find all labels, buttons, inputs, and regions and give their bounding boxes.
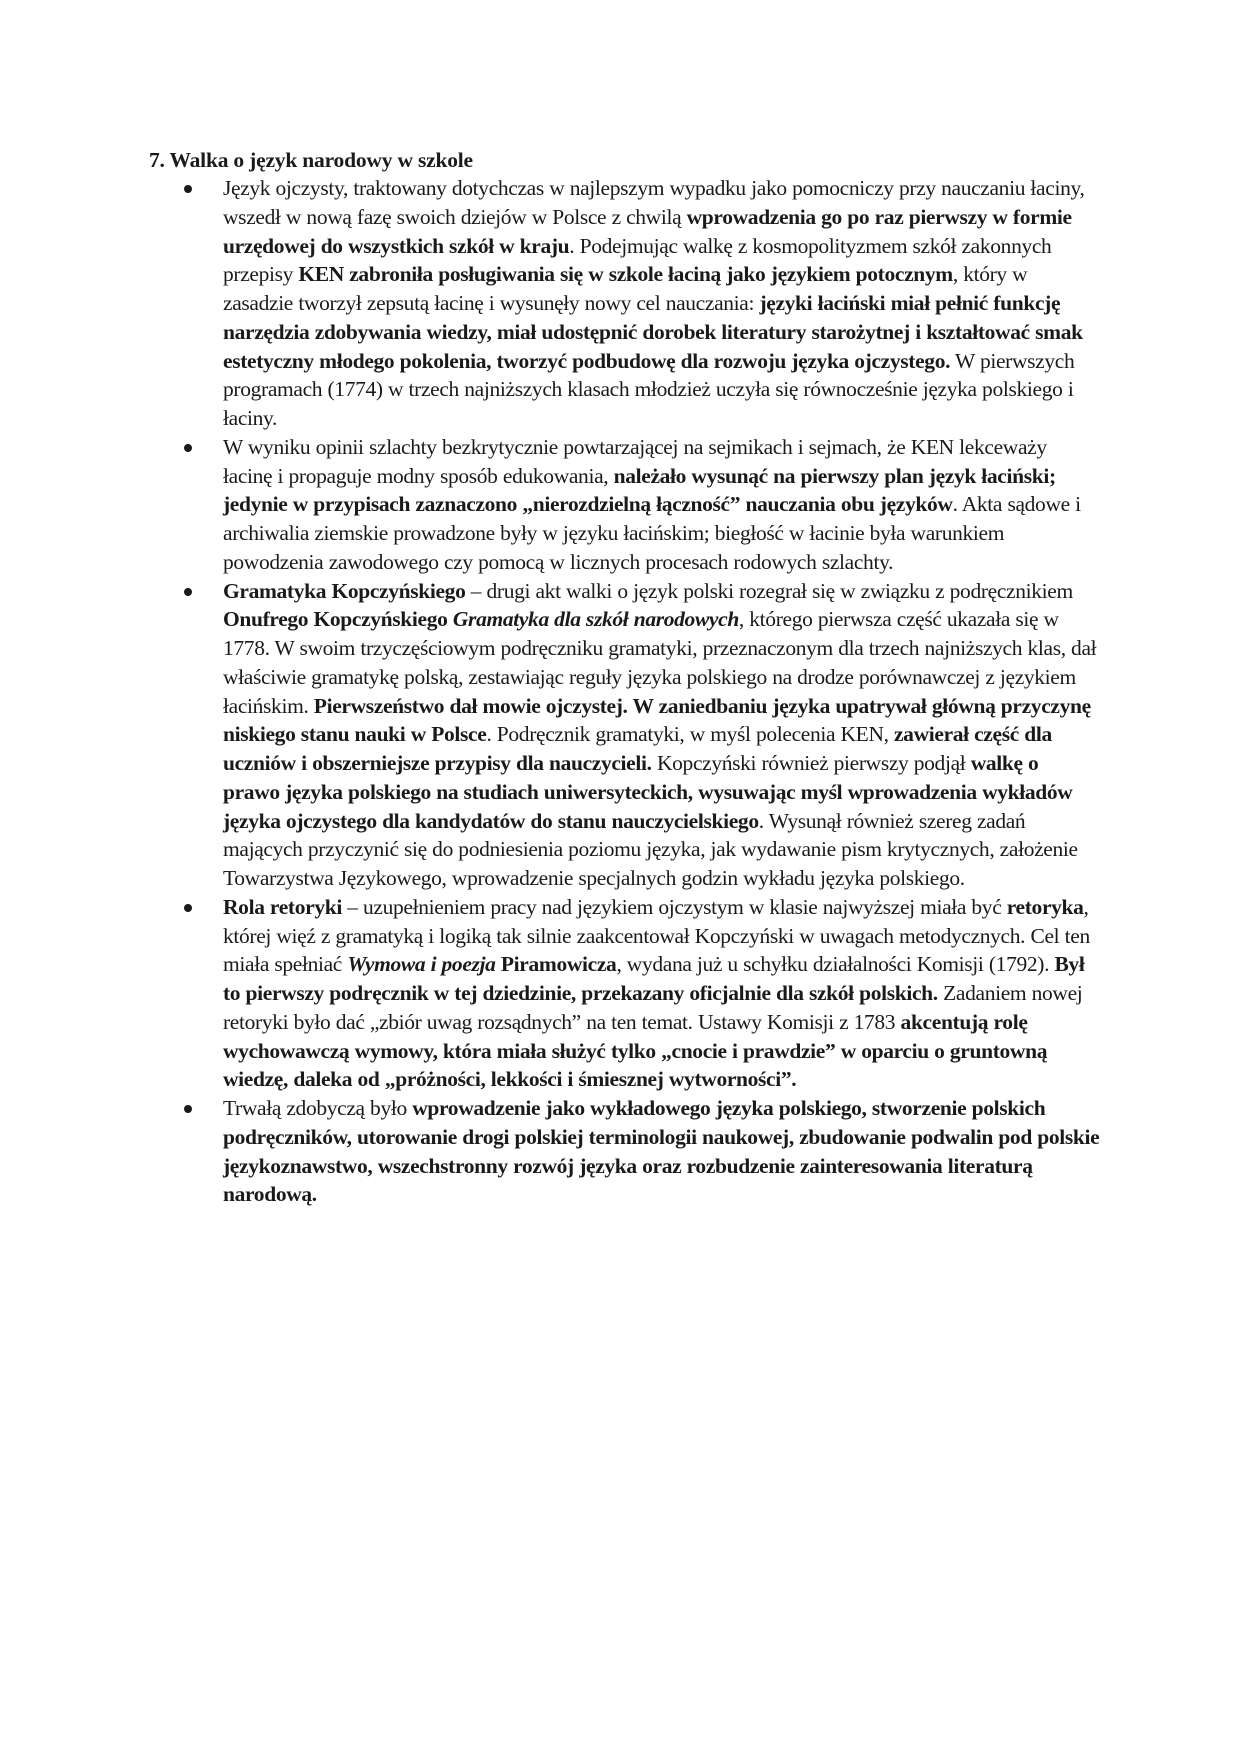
emphasis-segment: Gramatyka Kopczyńskiego <box>223 578 466 603</box>
bullet-dot-icon <box>184 904 192 912</box>
text-segment: , którego pierwsza część ukazała się w 1778. W swoim trzyczęściowym podręczniku gramatyki, przeznaczonym dla trzech najniższych klas, dał właściwie gramatykę polską, zestawiając reguły języka polskiego na drodze porównawczej z językiem łacińskim. <box>223 607 1097 718</box>
text-segment: – drugi akt walki o język polski rozegrał się w związku z podręcznikiem <box>465 578 1073 603</box>
emphasis-segment: Piramowicza <box>500 952 617 977</box>
list-item <box>223 433 1100 577</box>
emphasis-segment: wprowadzenia go po raz pierwszy w formie urzędowej do wszystkich szkół w kraju <box>223 204 1072 258</box>
bullet-dot-icon <box>184 444 192 452</box>
emphasis-segment: języki łaciński miał pełnić funkcję narzędzia zdobywania wiedzy, miał udostępnić dorobek literatury starożytnej i kształtować smak estetyczny młodego pokolenia, tworzyć podbudowę dla rozwoju języka ojczystego. <box>223 291 1083 373</box>
text-segment: Trwałą zdobyczą było <box>223 1096 413 1120</box>
list-item <box>223 174 1100 433</box>
text-segment: W wyniku opinii szlachty bezkrytycznie powtarzającej na sejmikach i sejmach, że KEN lekceważy łacinę i propaguje modny sposób edukowania, <box>223 434 1047 488</box>
emphasis-segment: KEN zabroniła posługiwania się w szkole łaciną jako językiem potocznym <box>298 262 953 287</box>
text-segment: , który w zasadzie tworzył zepsutą łacinę i wysunęły nowy cel nauczania: <box>223 262 1028 315</box>
bullet-list <box>149 174 1100 1209</box>
text-segment: . Podręcznik gramatyki, w myśl polecenia KEN, <box>486 722 894 747</box>
emphasis-segment: zawierał część dla uczniów i obszerniejsze przypisy dla nauczycieli. <box>223 722 1052 775</box>
text-segment: Zadaniem nowej retoryki było dać „zbiór uwag rozsądnych” na ten temat. Ustawy Komisji z 1783 <box>223 981 1083 1034</box>
bullet-dot-icon <box>184 185 192 193</box>
emphasis-segment: należało wysunąć na pierwszy plan język łaciński; jedynie w przypisach zaznaczono „nierozdzielną łączność” nauczania obu języków <box>223 463 1056 517</box>
bullet-dot-icon <box>184 1105 192 1113</box>
text-segment: . Akta sądowe i archiwalia ziemskie prowadzone były w języku łacińskim; biegłość w łacinie była warunkiem powodzenia zawodowego czy pomocą w licznych procesach rodowych szlachty. <box>223 492 1081 574</box>
text-segment: – uzupełnieniem pracy nad językiem ojczystym w klasie najwyższej miała być <box>341 894 1007 919</box>
emphasis-segment: wprowadzenie jako wykładowego języka polskiego, stworzenie polskich podręczników, utorowanie drogi polskiej terminologii naukowej, zbudowanie podwalin pod polskie językoznawstwo, wszechstronny rozwój języka oraz rozbudzenie zainteresowania literaturą narodową. <box>223 1096 1100 1207</box>
emphasis-segment: Rola retoryki <box>223 894 342 919</box>
emphasis-segment: akcentują rolę wychowawczą wymowy, która miała służyć tylko „cnocie i prawdzie” w oparciu o gruntowną wiedzę, daleka od „próżności, lekkości i śmiesznej wytworności”. <box>223 1009 1048 1092</box>
list-item <box>223 1094 1100 1209</box>
text-segment: W pierwszych programach (1774) w trzech najniższych klasach młodzież uczyła się równocześnie języka polskiego i łaciny. <box>223 348 1075 430</box>
emphasis-segment: Wymowa i poezja <box>347 952 496 977</box>
emphasis-segment: walkę o prawo języka polskiego na studiach uniwersyteckich, wysuwając myśl wprowadzenia wykładów języka ojczystego dla kandydatów do stanu nauczycielskiego <box>223 751 1073 833</box>
text-segment: Język ojczysty, traktowany dotychczas w najlepszym wypadku jako pomocniczy przy nauczaniu łaciny, wszedł w nową fazę swoich dziejów w Polsce z chwilą <box>223 176 1085 229</box>
list-item <box>223 893 1100 1094</box>
list-item <box>223 577 1100 893</box>
emphasis-segment: Był to pierwszy podręcznik w tej dziedzinie, przekazany oficjalnie dla szkół polskich. <box>223 952 1085 1005</box>
emphasis-segment: Gramatyka dla szkół narodowych <box>452 607 739 632</box>
emphasis-segment: retoryka <box>1006 894 1084 919</box>
emphasis-segment: Onufrego Kopczyńskiego <box>223 607 448 632</box>
text-segment: . Podejmując walkę z kosmopolityzmem szkół zakonnych przepisy <box>223 233 1052 287</box>
bullet-dot-icon <box>184 588 192 596</box>
text-segment: . Wysunął również szereg zadań mających przyczynić się do podniesienia poziomu języka, jak wydawanie pism krytycznych, założenie Towarzystwa Językowego, wprowadzenie specjalnych godzin wykładu języka polskiego. <box>223 808 1078 890</box>
text-segment: , wydana już u schyłku działalności Komisji (1792). <box>616 952 1055 977</box>
text-segment: , której więź z gramatyką i logiką tak silnie zaakcentował Kopczyński w uwagach metodycznych. Cel ten miała spełniać <box>223 894 1090 977</box>
emphasis-segment: Pierwszeństwo dał mowie ojczystej. W zaniedbaniu języka upatrywał główną przyczynę niskiego stanu nauki w Polsce <box>223 693 1091 747</box>
text-segment: Kopczyński również pierwszy podjął <box>651 751 971 775</box>
section-heading: 7. Walka o język narodowy w szkole <box>149 148 473 172</box>
